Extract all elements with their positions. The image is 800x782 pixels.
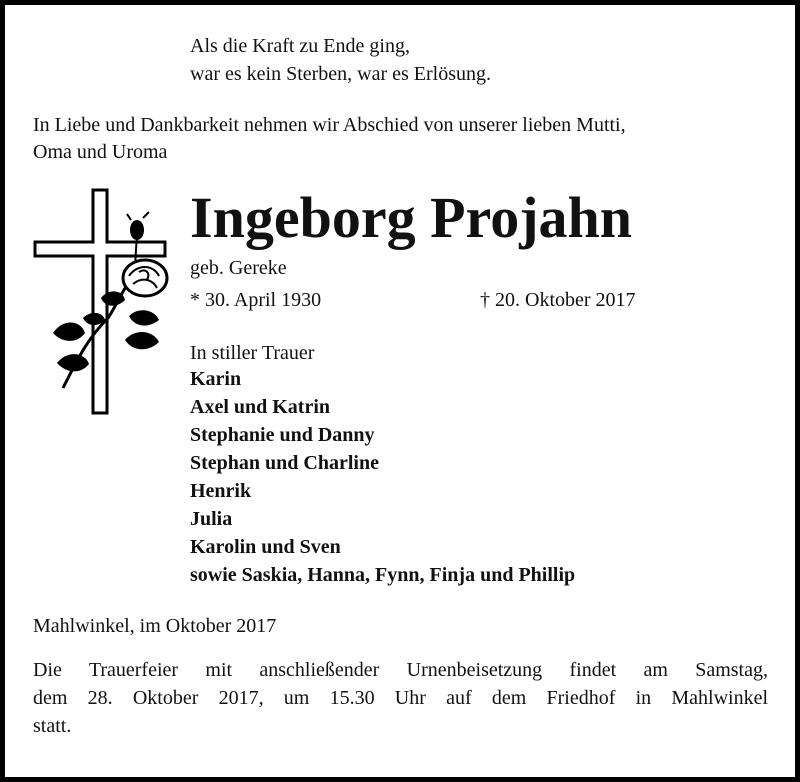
death-date: † 20. Oktober 2017 xyxy=(480,289,636,311)
mourner-name: Stephanie und Danny xyxy=(190,424,375,446)
mourner-name: Henrik xyxy=(190,480,252,502)
service-line-3: statt. xyxy=(33,715,72,737)
motto-line-2: war es kein Sterben, war es Erlösung. xyxy=(190,63,492,85)
place-date: Mahlwinkel, im Oktober 2017 xyxy=(33,615,277,637)
cross-with-rose-icon xyxy=(33,188,173,418)
mourner-name: sowie Saskia, Hanna, Fynn, Finja und Phillip xyxy=(190,564,576,586)
intro-line-1: In Liebe und Dankbarkeit nehmen wir Abschied von unserer lieben Mutti, xyxy=(33,114,626,136)
mourner-name: Axel und Katrin xyxy=(190,396,331,418)
intro-line-2: Oma und Uroma xyxy=(33,141,168,163)
service-line-2: dem 28. Oktober 2017, um 15.30 Uhr auf dem Friedhof in Mahlwinkel xyxy=(33,687,768,709)
deceased-name: Ingeborg Projahn xyxy=(190,185,633,250)
mourner-name: Karin xyxy=(190,368,242,390)
mourner-name: Stephan und Charline xyxy=(190,452,379,474)
mourners-heading: In stiller Trauer xyxy=(190,342,315,364)
maiden-name: geb. Gereke xyxy=(190,257,287,279)
birth-date: * 30. April 1930 xyxy=(190,289,322,311)
service-line-1: Die Trauerfeier mit anschließender Urnenbeisetzung findet am Samstag, xyxy=(33,659,768,681)
mourner-name: Julia xyxy=(190,508,233,530)
motto-line-1: Als die Kraft zu Ende ging, xyxy=(190,35,410,57)
mourner-name: Karolin und Sven xyxy=(190,536,341,558)
